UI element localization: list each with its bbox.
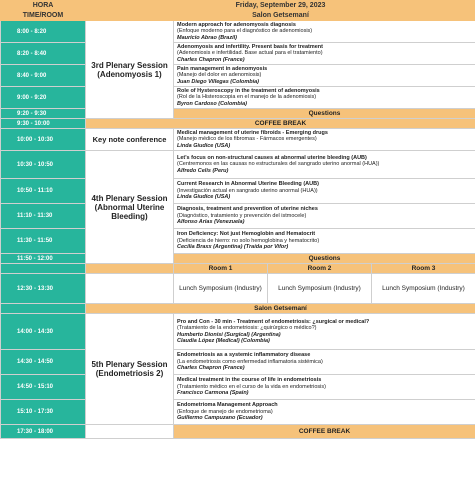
table-row: 10:00 - 10:30 Key note conference Medical management of uterine fibroids - Emerging drugs (Manejo médico de los fibromas - Fármacos emergentes) Linda Giudice (USA) — [1, 129, 475, 151]
table-row: 11:30 - 11:50 Iron Deficiency: Not just Hemoglobin and Hematocrit (Deficiencia de hierro: no solo hemoglobina y hematocrito) Cecilia Braxx (Argentina) (Traída por Vifor) — [1, 229, 475, 254]
lunch-symposium: Lunch Symposium (Industry) — [372, 274, 475, 304]
table-row: 14:50 - 15:10 Medical treatment in the course of life in endometriosis (Tratamiento médico en el curso de la vida en endometriosis) Francisco Carmona (Spain) — [1, 375, 475, 400]
subheader-row — [1, 11, 475, 21]
table-row: 8:20 - 8:40 Adenomyosis and infertility. Present basis for treatment (Adenomiosis e infertilidad. Base actual para el tratamiento) Charles Chapron (France) — [1, 43, 475, 65]
header-row — [1, 1, 475, 11]
date-header: Friday, September 29, 2023 — [86, 1, 475, 11]
lunch-symposium: Lunch Symposium (Industry) — [174, 274, 268, 304]
hora-header: HORA — [1, 1, 86, 11]
table-row: 11:10 - 11:30 Diagnosis, treatment and prevention of uterine niches (Diagnóstico, tratamiento y prevención del istmocele) Alfonso Arias (Venezuela) — [1, 204, 475, 229]
questions-label: Questions — [174, 254, 475, 264]
time-room-header: TIME/ROOM — [1, 11, 86, 21]
table-row: 9:20 - 9:30 Questions — [1, 109, 475, 119]
table-row: 15:10 - 17:30 Endometrioma Management Approach (Enfoque de manejo de endometrioma) Guillermo Campuzano (Ecuador) — [1, 400, 475, 425]
coffee-break-label: COFFEE BREAK — [86, 119, 475, 129]
lunch-symposium: Lunch Symposium (Industry) — [268, 274, 372, 304]
table-row — [1, 304, 475, 314]
table-row: 8:40 - 9:00 Pain management in adenomyosis (Manejo del dolor en adenomiosis) Juan Diego Villegas (Colombia) — [1, 65, 475, 87]
table-row: 10:50 - 11:10 Current Research in Abnormal Uterine Bleeding (AUB) (Investigación actual en sangrado uterino anormal (HUA)) Linda Giudice (USA) — [1, 179, 475, 204]
table-row: 14:00 - 14:30 5th Plenary Session (Endometriosis 2) Pro and Con - 30 min - Treatment of endometriosis: ¿surgical or medical? (Tratamiento de la endometriosis: ¿quirúrgico o médico?) Humberto Dionisi (Surgical) (Argentina) Claudia López (Medical) (Colombia) — [1, 314, 475, 350]
room-2-header: Room 2 — [268, 264, 372, 274]
table-row: 11:50 - 12:00 Questions — [1, 254, 475, 264]
rooms-row — [1, 264, 475, 274]
table-row: 12:30 - 13:30 Lunch Symposium (Industry) Lunch Symposium (Industry) Lunch Symposium (Industry) — [1, 274, 475, 304]
table-row: 17:30 - 18:00 COFFEE BREAK — [1, 425, 475, 439]
salon-header: Salon Getsemaní — [86, 11, 475, 21]
room-1-header: Room 1 — [174, 264, 268, 274]
table-row: 10:30 - 10:50 4th Plenary Session (Abnormal Uterine Bleeding) Let's focus on non-structural causes at abnormal uterine bleeding (AUB) (Centremonos en las causas no estructurales del sangrado uterino anormal (HUA)) Alfredo Celis (Peru) — [1, 151, 475, 179]
session-3-title: 3rd Plenary Session (Adenomyosis 1) — [86, 21, 174, 119]
coffee-break-label: COFFEE BREAK — [174, 425, 475, 439]
table-row: 14:30 - 14:50 Endometriosis as a systemic inflammatory disease (La endometriosis como enfermedad inflamatoria sistémica) Charles Chapron (France) — [1, 350, 475, 375]
salon-header: Salon Getsemaní — [86, 304, 475, 314]
table-row: 8:00 - 8:20 3rd Plenary Session (Adenomyosis 1) Modern approach for adenomyosis diagnosis (Enfoque moderno para el diagnóstico de adenomiosis) Mauricio Abrao (Brazil) — [1, 21, 475, 43]
table-row: 9:30 - 10:00 COFFEE BREAK — [1, 119, 475, 129]
session-4-title: 4th Plenary Session (Abnormal Uterine Bleeding) — [86, 151, 174, 264]
room-3-header: Room 3 — [372, 264, 475, 274]
questions-label: Questions — [174, 109, 475, 119]
table-row: 9:00 - 9:20 Role of Hysteroscopy in the treatment of adenomyosis (Rol de la Histeroscopia en el manejo de la adenomiosis) Byron Cardoso (Colombia) — [1, 87, 475, 109]
keynote-title: Key note conference — [86, 129, 174, 151]
session-5-title: 5th Plenary Session (Endometriosis 2) — [86, 314, 174, 425]
